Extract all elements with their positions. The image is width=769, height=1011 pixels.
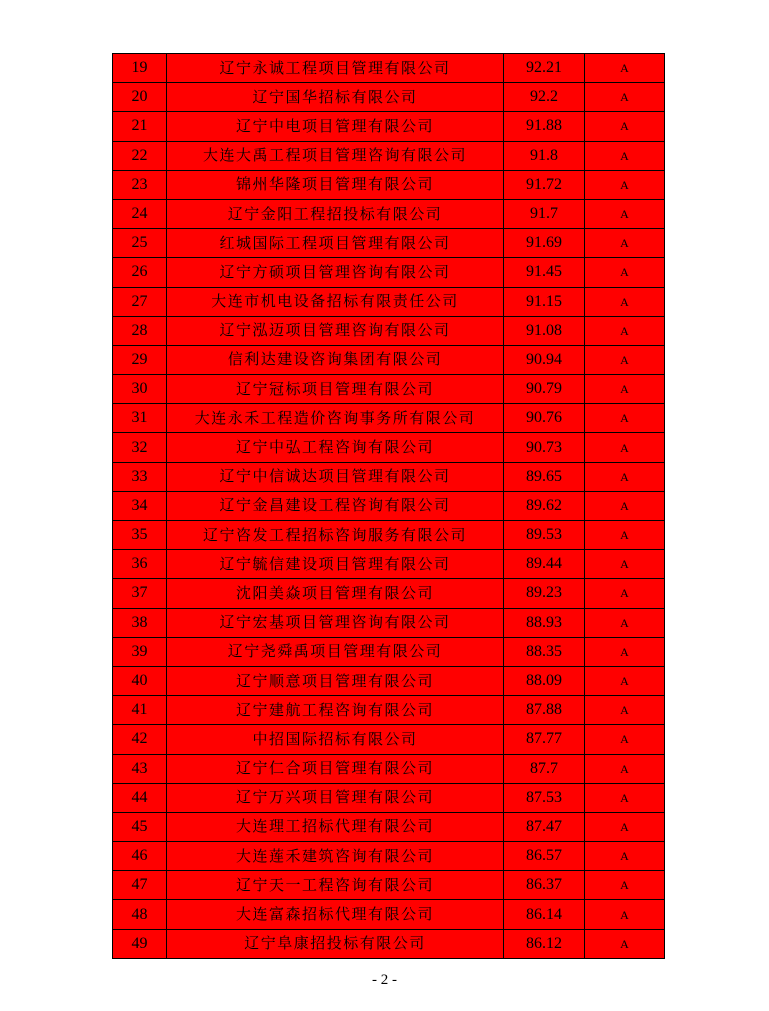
row-number-cell: 42 bbox=[113, 725, 167, 754]
table-row bbox=[113, 637, 665, 666]
company-name-cell: 辽宁阜康招投标有限公司 bbox=[167, 929, 504, 958]
company-name-cell: 辽宁天一工程咨询有限公司 bbox=[167, 871, 504, 900]
score-cell: 89.44 bbox=[504, 550, 585, 579]
score-cell: 92.21 bbox=[504, 54, 585, 83]
grade-cell: A bbox=[585, 608, 665, 637]
row-number-cell: 38 bbox=[113, 608, 167, 637]
row-number-cell: 34 bbox=[113, 491, 167, 520]
table-row bbox=[113, 842, 665, 871]
grade-cell: A bbox=[585, 666, 665, 695]
row-number-cell: 33 bbox=[113, 462, 167, 491]
score-cell: 88.09 bbox=[504, 666, 585, 695]
company-name-cell: 辽宁建航工程咨询有限公司 bbox=[167, 696, 504, 725]
table-row bbox=[113, 316, 665, 345]
table-row bbox=[113, 521, 665, 550]
table-row bbox=[113, 199, 665, 228]
grade-cell: A bbox=[585, 521, 665, 550]
company-name-cell: 大连理工招标代理有限公司 bbox=[167, 812, 504, 841]
row-number-cell: 37 bbox=[113, 579, 167, 608]
score-cell: 90.73 bbox=[504, 433, 585, 462]
score-cell: 86.14 bbox=[504, 900, 585, 929]
table-row bbox=[113, 812, 665, 841]
grade-cell: A bbox=[585, 170, 665, 199]
score-cell: 91.72 bbox=[504, 170, 585, 199]
row-number-cell: 49 bbox=[113, 929, 167, 958]
row-number-cell: 46 bbox=[113, 842, 167, 871]
company-name-cell: 大连莲禾建筑咨询有限公司 bbox=[167, 842, 504, 871]
table-row bbox=[113, 900, 665, 929]
company-name-cell: 辽宁咨发工程招标咨询服务有限公司 bbox=[167, 521, 504, 550]
score-cell: 87.88 bbox=[504, 696, 585, 725]
row-number-cell: 19 bbox=[113, 54, 167, 83]
score-cell: 91.45 bbox=[504, 258, 585, 287]
row-number-cell: 45 bbox=[113, 812, 167, 841]
company-name-cell: 辽宁冠标项目管理有限公司 bbox=[167, 375, 504, 404]
company-name-cell: 辽宁顺意项目管理有限公司 bbox=[167, 666, 504, 695]
grade-cell: A bbox=[585, 229, 665, 258]
row-number-cell: 39 bbox=[113, 637, 167, 666]
grade-cell: A bbox=[585, 783, 665, 812]
table-row bbox=[113, 550, 665, 579]
row-number-cell: 27 bbox=[113, 287, 167, 316]
grade-cell: A bbox=[585, 375, 665, 404]
company-name-cell: 大连市机电设备招标有限责任公司 bbox=[167, 287, 504, 316]
company-name-cell: 辽宁仁合项目管理有限公司 bbox=[167, 754, 504, 783]
row-number-cell: 24 bbox=[113, 199, 167, 228]
score-cell: 90.79 bbox=[504, 375, 585, 404]
company-name-cell: 辽宁中信诚达项目管理有限公司 bbox=[167, 462, 504, 491]
table-row bbox=[113, 871, 665, 900]
company-name-cell: 辽宁金昌建设工程咨询有限公司 bbox=[167, 491, 504, 520]
score-cell: 89.62 bbox=[504, 491, 585, 520]
company-name-cell: 红城国际工程项目管理有限公司 bbox=[167, 229, 504, 258]
score-cell: 89.53 bbox=[504, 521, 585, 550]
company-name-cell: 辽宁永诚工程项目管理有限公司 bbox=[167, 54, 504, 83]
grade-cell: A bbox=[585, 345, 665, 374]
row-number-cell: 48 bbox=[113, 900, 167, 929]
score-cell: 91.88 bbox=[504, 112, 585, 141]
grade-cell: A bbox=[585, 258, 665, 287]
score-cell: 88.35 bbox=[504, 637, 585, 666]
company-name-cell: 沈阳美焱项目管理有限公司 bbox=[167, 579, 504, 608]
score-cell: 86.57 bbox=[504, 842, 585, 871]
score-cell: 86.37 bbox=[504, 871, 585, 900]
table-row bbox=[113, 170, 665, 199]
table-row bbox=[113, 229, 665, 258]
score-cell: 91.7 bbox=[504, 199, 585, 228]
grade-cell: A bbox=[585, 491, 665, 520]
score-cell: 91.69 bbox=[504, 229, 585, 258]
table-row bbox=[113, 141, 665, 170]
company-name-cell: 中招国际招标有限公司 bbox=[167, 725, 504, 754]
company-score-table bbox=[112, 53, 665, 959]
grade-cell: A bbox=[585, 579, 665, 608]
row-number-cell: 22 bbox=[113, 141, 167, 170]
table-body bbox=[113, 54, 665, 959]
table-row bbox=[113, 462, 665, 491]
company-name-cell: 辽宁宏基项目管理咨询有限公司 bbox=[167, 608, 504, 637]
grade-cell: A bbox=[585, 754, 665, 783]
table-row bbox=[113, 666, 665, 695]
grade-cell: A bbox=[585, 550, 665, 579]
row-number-cell: 40 bbox=[113, 666, 167, 695]
company-name-cell: 辽宁泓迈项目管理咨询有限公司 bbox=[167, 316, 504, 345]
row-number-cell: 35 bbox=[113, 521, 167, 550]
score-cell: 89.65 bbox=[504, 462, 585, 491]
score-cell: 90.76 bbox=[504, 404, 585, 433]
company-name-cell: 辽宁万兴项目管理有限公司 bbox=[167, 783, 504, 812]
company-name-cell: 锦州华隆项目管理有限公司 bbox=[167, 170, 504, 199]
score-cell: 91.08 bbox=[504, 316, 585, 345]
row-number-cell: 30 bbox=[113, 375, 167, 404]
row-number-cell: 41 bbox=[113, 696, 167, 725]
row-number-cell: 26 bbox=[113, 258, 167, 287]
grade-cell: A bbox=[585, 929, 665, 958]
grade-cell: A bbox=[585, 462, 665, 491]
row-number-cell: 47 bbox=[113, 871, 167, 900]
grade-cell: A bbox=[585, 83, 665, 112]
score-cell: 91.8 bbox=[504, 141, 585, 170]
row-number-cell: 44 bbox=[113, 783, 167, 812]
grade-cell: A bbox=[585, 404, 665, 433]
table-row bbox=[113, 375, 665, 404]
grade-cell: A bbox=[585, 812, 665, 841]
table-row bbox=[113, 725, 665, 754]
grade-cell: A bbox=[585, 900, 665, 929]
company-name-cell: 辽宁方硕项目管理咨询有限公司 bbox=[167, 258, 504, 287]
row-number-cell: 20 bbox=[113, 83, 167, 112]
table-row bbox=[113, 929, 665, 958]
score-cell: 87.47 bbox=[504, 812, 585, 841]
grade-cell: A bbox=[585, 637, 665, 666]
company-name-cell: 大连永禾工程造价咨询事务所有限公司 bbox=[167, 404, 504, 433]
row-number-cell: 25 bbox=[113, 229, 167, 258]
company-name-cell: 大连大禹工程项目管理咨询有限公司 bbox=[167, 141, 504, 170]
table-row bbox=[113, 608, 665, 637]
company-name-cell: 辽宁中弘工程咨询有限公司 bbox=[167, 433, 504, 462]
grade-cell: A bbox=[585, 54, 665, 83]
grade-cell: A bbox=[585, 287, 665, 316]
company-name-cell: 辽宁中电项目管理有限公司 bbox=[167, 112, 504, 141]
row-number-cell: 31 bbox=[113, 404, 167, 433]
score-cell: 88.93 bbox=[504, 608, 585, 637]
page-number: - 2 - bbox=[372, 972, 397, 988]
company-name-cell: 辽宁尧舜禹项目管理有限公司 bbox=[167, 637, 504, 666]
company-name-cell: 大连富森招标代理有限公司 bbox=[167, 900, 504, 929]
grade-cell: A bbox=[585, 725, 665, 754]
row-number-cell: 28 bbox=[113, 316, 167, 345]
company-name-cell: 辽宁毓信建设项目管理有限公司 bbox=[167, 550, 504, 579]
score-cell: 92.2 bbox=[504, 83, 585, 112]
company-name-cell: 辽宁金阳工程招投标有限公司 bbox=[167, 199, 504, 228]
table-row bbox=[113, 258, 665, 287]
table-row bbox=[113, 345, 665, 374]
grade-cell: A bbox=[585, 199, 665, 228]
grade-cell: A bbox=[585, 141, 665, 170]
row-number-cell: 32 bbox=[113, 433, 167, 462]
company-name-cell: 信利达建设咨询集团有限公司 bbox=[167, 345, 504, 374]
score-cell: 86.12 bbox=[504, 929, 585, 958]
grade-cell: A bbox=[585, 316, 665, 345]
score-cell: 87.7 bbox=[504, 754, 585, 783]
table-row bbox=[113, 287, 665, 316]
score-cell: 87.53 bbox=[504, 783, 585, 812]
score-cell: 87.77 bbox=[504, 725, 585, 754]
grade-cell: A bbox=[585, 112, 665, 141]
table-row bbox=[113, 54, 665, 83]
row-number-cell: 29 bbox=[113, 345, 167, 374]
table-row bbox=[113, 404, 665, 433]
score-cell: 91.15 bbox=[504, 287, 585, 316]
row-number-cell: 43 bbox=[113, 754, 167, 783]
score-cell: 89.23 bbox=[504, 579, 585, 608]
table-row bbox=[113, 433, 665, 462]
table-row bbox=[113, 696, 665, 725]
row-number-cell: 23 bbox=[113, 170, 167, 199]
row-number-cell: 36 bbox=[113, 550, 167, 579]
table-row bbox=[113, 754, 665, 783]
row-number-cell: 21 bbox=[113, 112, 167, 141]
table-row bbox=[113, 112, 665, 141]
grade-cell: A bbox=[585, 696, 665, 725]
table-row bbox=[113, 783, 665, 812]
table-row bbox=[113, 83, 665, 112]
grade-cell: A bbox=[585, 842, 665, 871]
grade-cell: A bbox=[585, 433, 665, 462]
company-name-cell: 辽宁国华招标有限公司 bbox=[167, 83, 504, 112]
score-cell: 90.94 bbox=[504, 345, 585, 374]
grade-cell: A bbox=[585, 871, 665, 900]
table-row bbox=[113, 491, 665, 520]
table-row bbox=[113, 579, 665, 608]
